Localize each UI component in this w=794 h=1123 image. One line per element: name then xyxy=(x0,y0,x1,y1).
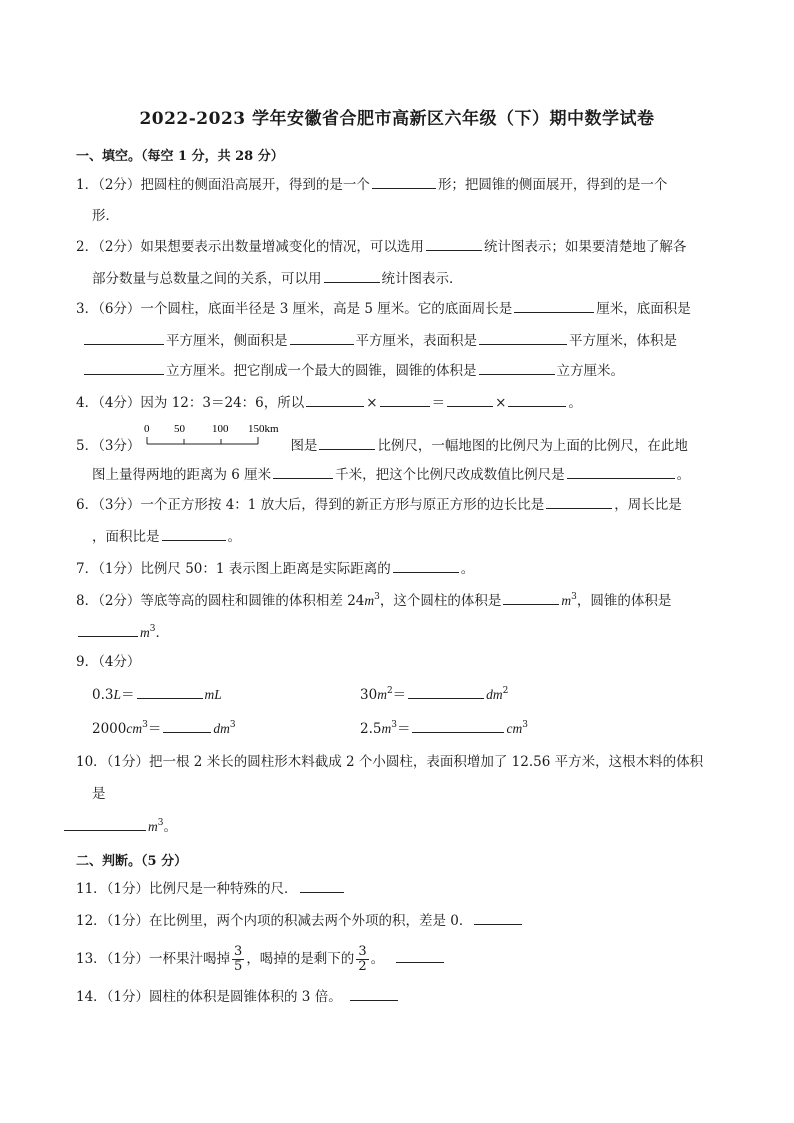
section-judgment-heading: 二、判断。（5 分） xyxy=(76,854,188,869)
answer-blank[interactable] xyxy=(412,718,504,733)
page-title: 2022-2023 学年安徽省合肥市高新区六年级（下）期中数学试卷 xyxy=(139,109,655,129)
answer-blank[interactable] xyxy=(163,718,211,733)
section-fill-in-heading: 一、填空。（每空 1 分，共 28 分） xyxy=(76,149,284,164)
answer-blank[interactable] xyxy=(162,526,226,541)
answer-blank[interactable] xyxy=(567,464,675,479)
question-5: 5．（3分） 0 50 100 150km 图是 比例尺，一幅地图的比例尺为上面的比例尺，在此地 xyxy=(76,423,688,454)
line-scale-bar xyxy=(144,423,286,454)
question-9-item-4: $2.5m^3= cm^3$ xyxy=(360,720,528,737)
answer-blank[interactable] xyxy=(78,622,138,637)
answer-blank[interactable] xyxy=(393,558,459,573)
answer-blank[interactable] xyxy=(503,590,559,605)
question-10-answer: $m^3$。 xyxy=(62,816,177,837)
question-14: 14．（1分）圆柱的体积是圆锥体积的 3 倍。 xyxy=(76,986,400,1007)
answer-blank[interactable] xyxy=(447,392,493,407)
answer-blank[interactable] xyxy=(474,910,522,925)
question-5-cont: 图上量得两地的距离为 6 厘米 千米，把这个比例尺改成数值比例尺是 。 xyxy=(92,464,690,485)
question-8-cont: $m^3$． xyxy=(76,622,169,643)
answer-blank[interactable] xyxy=(350,986,398,1001)
scale-label-0: 0 xyxy=(144,423,150,435)
question-9: 9．（4分） xyxy=(76,654,141,670)
answer-blank[interactable] xyxy=(479,330,567,345)
question-11: 11．（1分）比例尺是一种特殊的尺． xyxy=(76,878,346,899)
answer-blank[interactable] xyxy=(396,948,444,963)
answer-blank[interactable] xyxy=(479,360,555,375)
scale-label-50: 50 xyxy=(174,423,186,435)
question-12: 12．（1分）在比例里，两个内项的积减去两个外项的积，差是 0． xyxy=(76,910,524,931)
answer-blank[interactable] xyxy=(324,268,380,283)
answer-blank[interactable] xyxy=(380,392,430,407)
answer-blank[interactable] xyxy=(319,435,375,450)
question-2: 2．（2分）如果想要表示出数量增减变化的情况，可以选用 统计图表示；如果要清楚地了解各 xyxy=(76,236,686,257)
question-10-cont: 是 xyxy=(92,786,106,802)
question-1: 1．（2分）把圆柱的侧面沿高展开，得到的是一个 形；把圆锥的侧面展开，得到的是一个 xyxy=(76,174,667,195)
question-4: 4．（4分）因为 12：3＝24：6，所以 × ＝ × 。 xyxy=(76,392,582,413)
answer-blank[interactable] xyxy=(84,360,164,375)
question-7: 7．（1分）比例尺 50：1 表示图上距离是实际距离的 。 xyxy=(76,558,474,579)
answer-blank[interactable] xyxy=(300,878,344,893)
scale-label-100: 100 xyxy=(212,423,229,435)
answer-blank[interactable] xyxy=(546,494,612,509)
question-10: 10．（1分）把一根 2 米长的圆柱形木料截成 2 个小圆柱，表面积增加了 12.56 平方米，这根木料的体积 xyxy=(76,754,704,770)
fraction-three-fifths: $\frac{3}{5}$ xyxy=(234,944,243,974)
scale-label-150km: 150km xyxy=(248,423,279,435)
question-6-cont: ，面积比是 。 xyxy=(92,526,241,547)
question-3: 3．（6分）一个圆柱，底面半径是 3 厘米，高是 5 厘米。它的底面周长是 厘米，底面积是 xyxy=(76,298,691,319)
answer-blank[interactable] xyxy=(508,392,566,407)
answer-blank[interactable] xyxy=(64,816,146,831)
answer-blank[interactable] xyxy=(426,236,482,251)
question-13: 13．（1分）一杯果汁喝掉 $\frac{3}{5}$ ，喝掉的是剩下的 $\frac{3}{2}$ 。 xyxy=(76,942,446,976)
answer-blank[interactable] xyxy=(306,392,364,407)
question-6: 6．（3分）一个正方形按 4：1 放大后，得到的新正方形与原正方形的边长比是 ，周长比是 xyxy=(76,494,682,515)
question-3-cont-1: 平方厘米，侧面积是 平方厘米，表面积是 平方厘米，体积是 xyxy=(82,330,677,351)
answer-blank[interactable] xyxy=(84,330,164,345)
answer-blank[interactable] xyxy=(408,684,484,699)
answer-blank[interactable] xyxy=(514,298,594,313)
question-9-item-3: $2000cm^3= dm^3$ xyxy=(92,720,236,737)
question-3-cont-2: 立方厘米。把它削成一个最大的圆锥，圆锥的体积是 立方厘米。 xyxy=(82,360,624,381)
answer-blank[interactable] xyxy=(273,464,333,479)
question-2-cont: 部分数量与总数量之间的关系，可以用 统计图表示． xyxy=(92,268,463,289)
question-9-item-1: 0.3L＝ mL xyxy=(92,684,222,705)
question-1-cont: 形． xyxy=(92,208,119,224)
answer-blank[interactable] xyxy=(137,684,203,699)
fraction-three-halves: $\frac{3}{2}$ xyxy=(358,944,367,974)
question-9-item-2: $30m^2= dm^2$ xyxy=(360,686,509,703)
answer-blank[interactable] xyxy=(290,330,354,345)
answer-blank[interactable] xyxy=(372,174,436,189)
question-8: 8．（2分）等底等高的圆柱和圆锥的体积相差 $24m^3$，这个圆柱的体积是 $m^3$，圆锥的体积是 xyxy=(76,592,672,609)
